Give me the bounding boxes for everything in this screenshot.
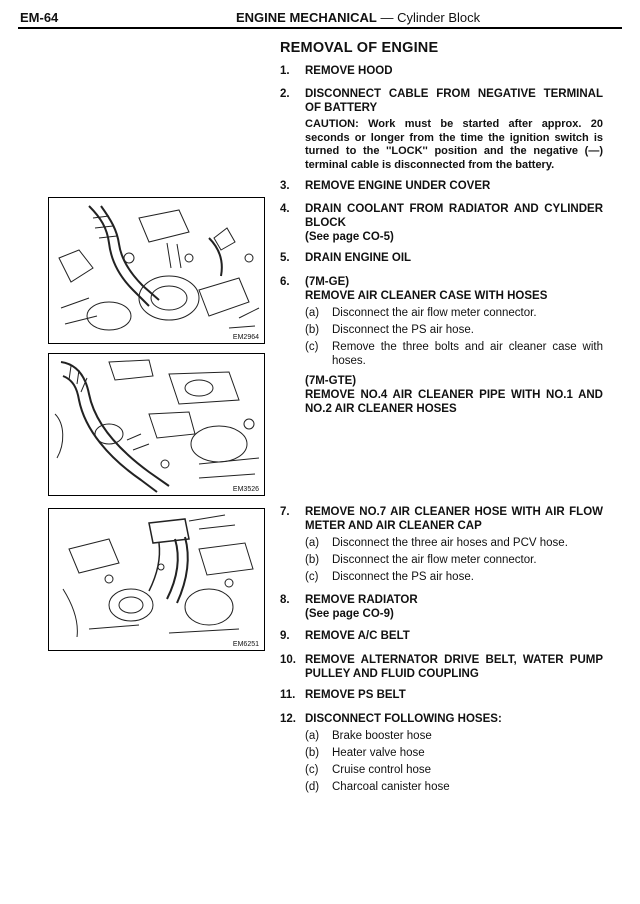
step-number: 10. <box>280 654 296 666</box>
step-number: 2. <box>280 88 290 100</box>
sub-step-label: (a) <box>305 537 320 549</box>
sub-step <box>305 323 603 337</box>
sub-step <box>305 340 603 368</box>
sub-step <box>305 728 603 745</box>
figure-air-flow-meter-hose <box>48 508 265 651</box>
engine-illustration <box>49 509 264 650</box>
step-number: 7. <box>280 506 290 518</box>
page-header <box>18 8 622 28</box>
figure-id: EM3526 <box>232 486 259 493</box>
step-title: REMOVE ALTERNATOR DRIVE BELT, WATER PUMP PULLEY AND FLUID COUPLING <box>305 654 603 680</box>
sub-step <box>305 535 603 552</box>
sub-step-text: Disconnect the three air hoses and PCV hose. <box>332 537 568 549</box>
step-number: 1. <box>280 65 290 77</box>
page-reference: (See page CO-9) <box>305 608 394 620</box>
sub-step-label: (c) <box>305 341 319 353</box>
step-number: 12. <box>280 713 296 725</box>
sub-step-label: (a) <box>305 307 320 319</box>
sub-step-text: Disconnect the air flow meter connector. <box>332 307 537 319</box>
step-title: REMOVE NO.4 AIR CLEANER PIPE WITH NO.1 AND NO.2 AIR CLEANER HOSES <box>305 389 603 415</box>
sub-step-label: (b) <box>305 747 320 759</box>
sub-step-text: Remove the three bolts and air cleaner case with hoses. <box>332 341 603 367</box>
step-number: 6. <box>280 276 290 288</box>
step-title: DRAIN ENGINE OIL <box>305 252 412 264</box>
sub-step-label: (a) <box>305 730 320 742</box>
figure-air-cleaner-case <box>48 197 265 344</box>
header-rule <box>18 27 622 29</box>
step-title: REMOVE PS BELT <box>305 689 406 701</box>
engine-illustration <box>49 198 264 343</box>
sub-step <box>305 745 603 762</box>
sub-step <box>305 569 603 586</box>
caution-note: CAUTION: Work must be started after approx. 20 seconds or longer from the time the ignition switch is turned to the ''LOCK'' position and the negative (—) terminal cable is disconnected from the battery. <box>305 118 603 171</box>
sub-step <box>305 552 603 569</box>
step-number: 11. <box>280 689 296 701</box>
engine-illustration <box>49 354 264 495</box>
sub-step-text: Disconnect the PS air hose. <box>332 571 474 583</box>
step-title: REMOVE AIR CLEANER CASE WITH HOSES <box>305 290 548 302</box>
figure-id: EM2964 <box>232 334 259 341</box>
sub-step-text: Brake booster hose <box>332 730 432 742</box>
sub-step <box>305 306 603 320</box>
step-title: DRAIN COOLANT FROM RADIATOR AND CYLINDER BLOCK <box>305 203 603 229</box>
sub-step-label: (c) <box>305 571 319 583</box>
step-number: 9. <box>280 630 290 642</box>
sub-step-label: (d) <box>305 781 320 793</box>
figure-id: EM6251 <box>232 641 259 648</box>
page-number: EM-64 <box>20 10 59 25</box>
step-number: 8. <box>280 594 290 606</box>
step-number: 3. <box>280 180 290 192</box>
sub-step-text: Disconnect the PS air hose. <box>332 324 474 336</box>
title-separator: — <box>376 10 398 25</box>
step-number: 4. <box>280 203 290 215</box>
step-title: REMOVE RADIATOR <box>305 594 418 606</box>
sub-step-text: Cruise control hose <box>332 764 432 776</box>
step-title: DISCONNECT CABLE FROM NEGATIVE TERMINAL OF BATTERY <box>305 88 603 114</box>
step-number: 5. <box>280 252 290 264</box>
page-reference: (See page CO-5) <box>305 231 394 243</box>
sub-step-label: (b) <box>305 554 320 566</box>
step-title: REMOVE HOOD <box>305 65 393 77</box>
step-title: REMOVE NO.7 AIR CLEANER HOSE WITH AIR FLOW METER AND AIR CLEANER CAP <box>305 506 603 532</box>
sub-step-text: Heater valve hose <box>332 747 425 759</box>
figure-air-cleaner-pipe <box>48 353 265 496</box>
sub-step-label: (c) <box>305 764 319 776</box>
step-title: REMOVE ENGINE UNDER COVER <box>305 180 491 192</box>
section-name: Cylinder Block <box>397 10 481 25</box>
engine-variant: (7M-GTE) <box>305 375 357 387</box>
sub-step <box>305 762 603 779</box>
sub-step-label: (b) <box>305 324 320 336</box>
engine-variant: (7M-GE) <box>305 276 350 288</box>
chapter-title: ENGINE MECHANICAL <box>236 10 377 25</box>
sub-step <box>305 779 603 796</box>
sub-step-text: Disconnect the air flow meter connector. <box>332 554 537 566</box>
running-title <box>236 10 480 25</box>
step-title: REMOVE A/C BELT <box>305 630 410 642</box>
step-title: DISCONNECT FOLLOWING HOSES: <box>305 713 502 725</box>
section-title: REMOVAL OF ENGINE <box>280 40 439 56</box>
sub-step-text: Charcoal canister hose <box>332 781 450 793</box>
